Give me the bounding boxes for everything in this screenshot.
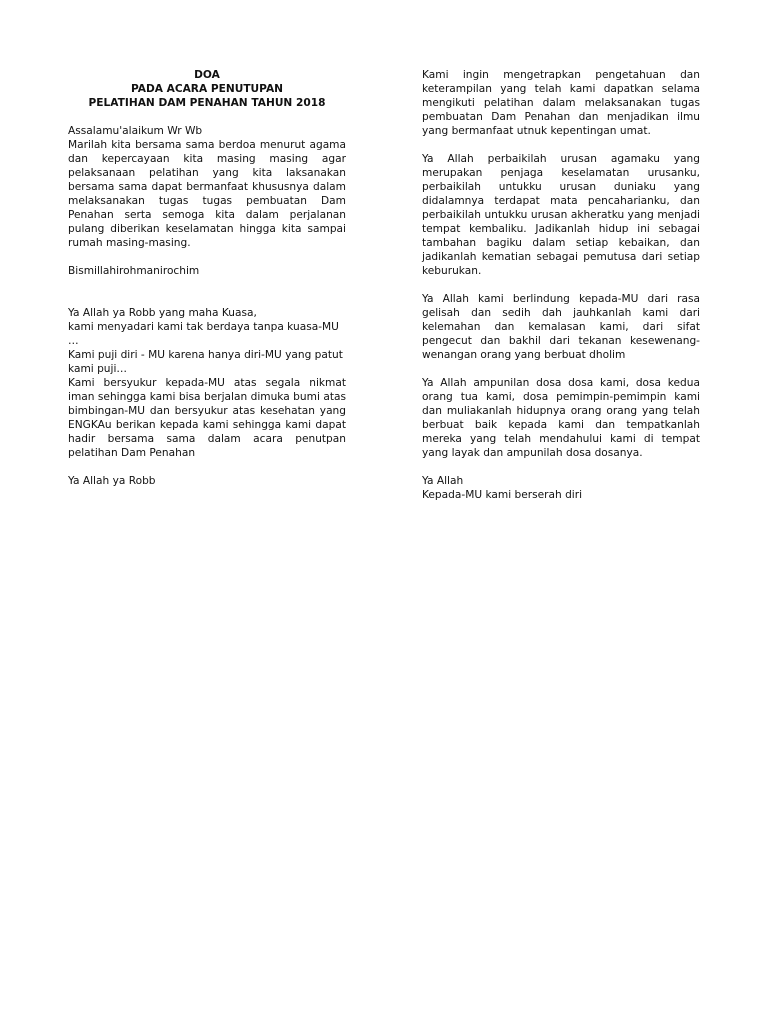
prayer-line-1: Ya Allah ya Robb yang maha Kuasa, [68,307,257,319]
closing-line: Ya Allah ya Robb [68,475,156,487]
left-column [68,68,346,488]
final-line-1: Ya Allah [422,475,464,487]
paragraph-4: Ya Allah ampunilan dosa dosa kami, dosa kedua orang tua kami, dosa pemimpin-pemimpin kami dan muliakanlah hidupnya orang orang yang telah berbuat baik kepada kami dan tempatkanlah mereka yang telah mendahului kami di tempat yang layak dan ampunilah dosa dosanya. [422,377,700,459]
greeting: Assalamu'alaikum Wr Wb [68,125,203,137]
prayer-line-2: kami menyadari kami tak berdaya tanpa kuasa-MU … [68,321,339,347]
paragraph-2: Ya Allah perbaikilah urusan agamaku yang merupakan penjaga keselamatan urusanku, perbaikilah untukku urusan duniaku yang didalamnya terdapat mata pencaharianku, dan perbaikilah untukku urusan akheratku yang menjadi tempat kembaliku. Jadikanlah hidup ini sebagai tambahan bagiku dalam setiap kebaikan, dan jadikanlah kematian sebagai pemutusa dari setiap keburukan. [422,153,700,277]
final-line-2: Kepada-MU kami berserah diri [422,489,583,501]
right-column [422,68,700,502]
prayer-line-3: Kami puji diri - MU karena hanya diri-MU yang patut kami puji… [68,349,343,375]
document-title [68,68,346,110]
bismillah: Bismillahirohmanirochim [68,265,200,277]
paragraph-1: Kami ingin mengetrapkan pengetahuan dan keterampilan yang telah kami dapatkan selama mengikuti pelatihan dalam melaksanakan tugas pembuatan Dam Penahan dan menjadikan ilmu yang bermanfaat utnuk kepentingan umat. [422,69,700,137]
title-line-3: PELATIHAN DAM PENAHAN TAHUN 2018 [88,97,326,109]
gratitude-paragraph: Kami bersyukur kepada-MU atas segala nikmat iman sehingga kami bisa berjalan dimuka bumi atas bimbingan-MU dan bersyukur atas kesehatan yang ENGKAu berikan kepada kami sehingga kami dapat hadir bersama sama dalam acara penutpan pelatihan Dam Penahan [68,377,346,459]
title-line-2: PADA ACARA PENUTUPAN [130,83,284,95]
intro-paragraph: Marilah kita bersama sama berdoa menurut agama dan kepercayaan kita masing masing agar pelaksanaan pelatihan yang kita laksanakan bersama sama dapat bermanfaat khususnya dalam melaksanakan tugas tugas pembuatan Dam Penahan serta semoga kita dalam perjalanan pulang diberikan keselamatan hingga kita sampai rumah masing-masing. [68,139,346,249]
paragraph-3: Ya Allah kami berlindung kepada-MU dari rasa gelisah dan sedih dah jauhkanlah kami dari kelemahan dan kemalasan kami, dari sifat pengecut dan bakhil dari tekanan kesewenang-wenangan orang yang berbuat dholim [422,293,700,361]
title-line-1: DOA [194,69,220,81]
final-block [422,474,700,502]
prayer-block [68,306,346,460]
